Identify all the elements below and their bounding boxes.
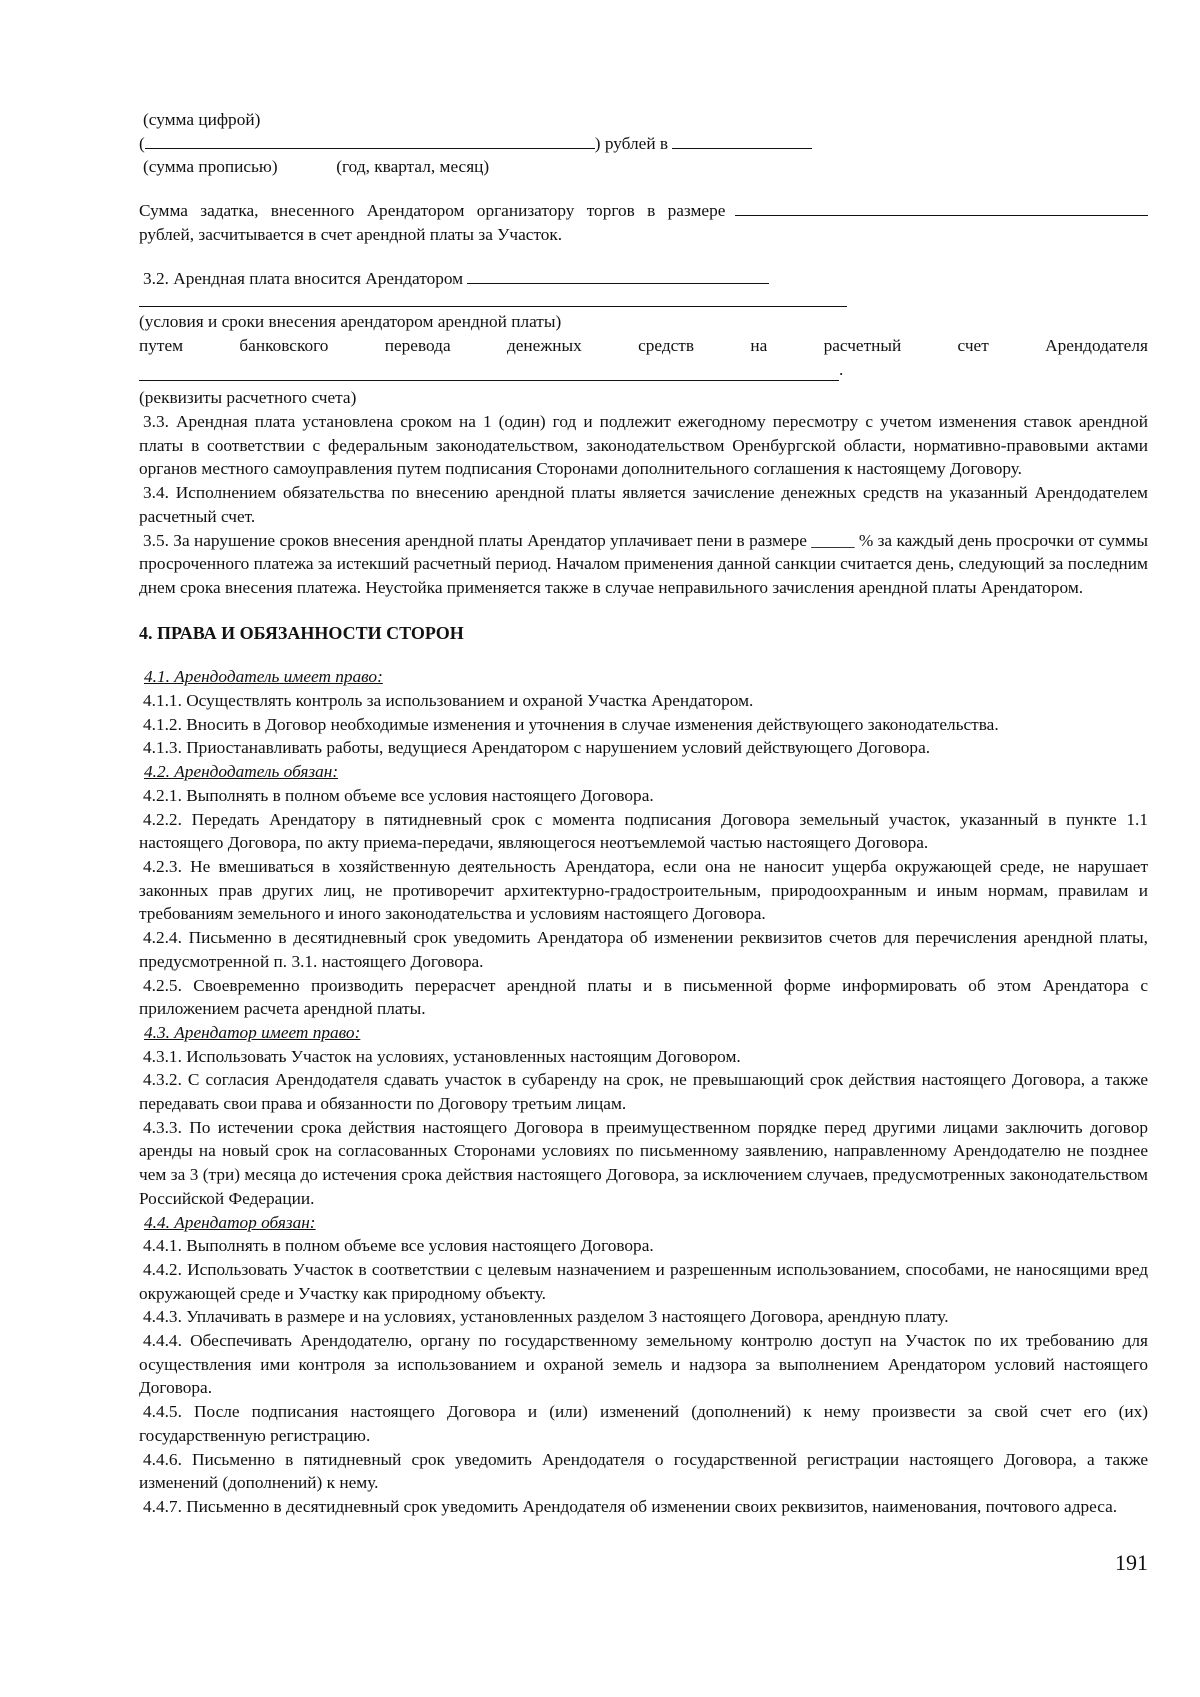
clause-item: 4.4.1. Выполнять в полном объеме все условия настоящего Договора. <box>143 1236 654 1256</box>
clause-item: 4.2.3. Не вмешиваться в хозяйственную деятельность Арендатора, если она не наносит ущерба окружающей среде, не нарушает законных прав других лиц, не противоречит архитектурно-градостроительным, природоохранным и иным нормам, правилам и требованиям земельного и иного законодательства и условиям настоящего Договора. <box>139 856 1148 924</box>
clause-3-2-rule <box>139 290 847 307</box>
sum-captions <box>139 155 1148 179</box>
items-4-2 <box>139 784 1148 1021</box>
clauses-3 <box>139 410 1148 600</box>
payment-path-word: путем <box>139 335 184 355</box>
rubles-in-text: ) рублей в <box>594 133 669 153</box>
clause-item: 4.4.6. Письменно в пятидневный срок уведомить Арендодателя о государственной регистрации настоящего Договора, а также изменений (дополнений) к нему. <box>139 1449 1148 1493</box>
payment-path-word: счет <box>957 335 989 355</box>
items-4-4 <box>139 1234 1148 1518</box>
payment-path-word: Арендодателя <box>1045 335 1148 355</box>
clause-item: 4.4.7. Письменно в десятидневный срок уведомить Арендодателя об изменении своих реквизитов, наименования, почтового адреса. <box>143 1496 1118 1516</box>
clause-paragraph: 3.3. Арендная плата установлена сроком на 1 (один) год и подлежит ежегодному пересмотру с учетом изменения ставок арендной платы в соответствии с федеральным законодательством, законодательством Оренбургской области, нормативно-правовыми актами органов местного самоуправления путем подписания Сторонами дополнительного соглашения к настоящему Договору. <box>139 412 1148 479</box>
deposit-text-b: рублей, засчитывается в счет арендной платы за Участок. <box>139 224 563 244</box>
period-blank <box>672 132 812 149</box>
subsection-4-2-title: 4.2. Арендодатель обязан: <box>144 762 339 782</box>
clause-item: 4.1.2. Вносить в Договор необходимые изменения и уточнения в случае изменения действующего законодательства. <box>143 714 999 734</box>
clause-3-2-text: 3.2. Арендная плата вносится Арендатором <box>143 268 464 288</box>
sum-words-caption: (сумма прописью) <box>143 157 278 177</box>
deposit-blank <box>735 199 1148 216</box>
section-4-title: 4. ПРАВА И ОБЯЗАННОСТИ СТОРОН <box>139 622 464 643</box>
subsection-4-4-title: 4.4. Арендатор обязан: <box>144 1212 316 1232</box>
clause-item: 4.2.5. Своевременно производить перерасчет арендной платы и в письменной форме информировать об этом Арендатора с приложением расчета арендной платы. <box>139 975 1148 1019</box>
terms-caption: (условия и сроки внесения арендатором арендной платы) <box>139 312 562 332</box>
payment-path-word: средств <box>638 335 695 355</box>
requisites-rule <box>139 364 839 381</box>
period-caption: (год, квартал, месяц) <box>336 157 490 177</box>
sum-line <box>139 132 1148 156</box>
open-paren: ( <box>139 133 145 153</box>
subsection-4-3-title: 4.3. Арендатор имеет право: <box>144 1022 361 1042</box>
items-4-1 <box>139 689 1148 760</box>
deposit-text-a: Сумма задатка, внесенного Арендатором организатору торгов в размере <box>139 201 726 221</box>
clause-item: 4.2.4. Письменно в десятидневный срок уведомить Арендатора об изменении реквизитов счетов для перечисления арендной платы, предусмотренной п. 3.1. настоящего Договора. <box>139 928 1148 971</box>
requisites-caption: (реквизиты расчетного счета) <box>139 388 357 408</box>
clause-3-2-blank <box>467 267 769 284</box>
payment-path-word: на <box>750 335 768 355</box>
clause-item: 4.4.5. После подписания настоящего Договора и (или) изменений (дополнений) к нему произвести за свой счет его (их) государственную регистрацию. <box>139 1402 1148 1445</box>
clause-3-2 <box>139 267 1148 411</box>
clause-item: 4.4.3. Уплачивать в размере и на условиях, установленных разделом 3 настоящего Договора, арендную плату. <box>143 1307 949 1327</box>
sum-words-blank <box>145 132 595 149</box>
subsection-4-1-title: 4.1. Арендодатель имеет право: <box>144 667 383 687</box>
clause-paragraph: 3.5. За нарушение сроков внесения арендной платы Арендатор уплачивает пени в размере _____ % за каждый день просрочки от суммы просроченного платежа за истекший расчетный период. Началом применения данной санкции считается день, следующий за последним днем срока внесения платежа. Неустойка применяется также в случае неправильного зачисления арендной платы Арендатором. <box>139 530 1148 597</box>
payment-path-line <box>139 334 1148 358</box>
requisites-dot: . <box>839 359 844 379</box>
page-number: 191 <box>1115 1550 1148 1575</box>
document-page <box>139 108 1148 1519</box>
clause-item: 4.2.2. Передать Арендатору в пятидневный срок с момента подписания Договора земельный участок, указанный в пункте 1.1 настоящего Договора, по акту приема-передачи, являющегося неотъемлемой частью настоящего Договора. <box>139 809 1148 853</box>
items-4-3 <box>139 1045 1148 1211</box>
clause-item: 4.2.1. Выполнять в полном объеме все условия настоящего Договора. <box>143 785 654 805</box>
clause-item: 4.3.3. По истечении срока действия настоящего Договора в преимущественном порядке перед другими лицами заключить договор аренды на новый срок на согласованных Сторонами условиях по письменному заявлению, направленному Арендодателю не позднее чем за 3 (три) месяца до истечения срока действия настоящего Договора, за исключением случаев, предусмотренных законодательством Российской Федерации. <box>139 1117 1148 1208</box>
clause-item: 4.4.2. Использовать Участок в соответствии с целевым назначением и разрешенным использованием, способами, не наносящими вред окружающей среде и Участку как природному объекту. <box>139 1259 1148 1303</box>
payment-path-word: банковского <box>239 335 329 355</box>
clause-item: 4.3.1. Использовать Участок на условиях, установленных настоящим Договором. <box>143 1046 741 1066</box>
clause-item: 4.3.2. С согласия Арендодателя сдавать участок в субаренду на срок, не превышающий срок действия настоящего Договора, а также передавать свои права и обязанности по Договору третьим лицам. <box>139 1070 1148 1114</box>
sum-digits-caption: (сумма цифрой) <box>143 110 261 129</box>
deposit-paragraph <box>139 199 1148 246</box>
clause-item: 4.4.4. Обеспечивать Арендодателю, органу по государственному земельному контролю доступ на Участок по их требованию для осуществления ими контроля за использованием и охраной земель и надзора за выполнением Арендатором условий настоящего Договора. <box>139 1331 1148 1398</box>
payment-path-word: денежных <box>506 335 582 355</box>
section-4-body <box>139 665 1148 1518</box>
clause-paragraph: 3.4. Исполнением обязательства по внесению арендной платы является зачисление денежных средств на указанный Арендодателем расчетный счет. <box>139 483 1148 526</box>
clause-item: 4.1.3. Приостанавливать работы, ведущиеся Арендатором с нарушением условий действующего Договора. <box>143 738 931 758</box>
payment-path-word: перевода <box>384 335 451 355</box>
payment-path-word: расчетный <box>823 335 902 355</box>
clause-item: 4.1.1. Осуществлять контроль за использованием и охраной Участка Арендатором. <box>143 691 754 711</box>
